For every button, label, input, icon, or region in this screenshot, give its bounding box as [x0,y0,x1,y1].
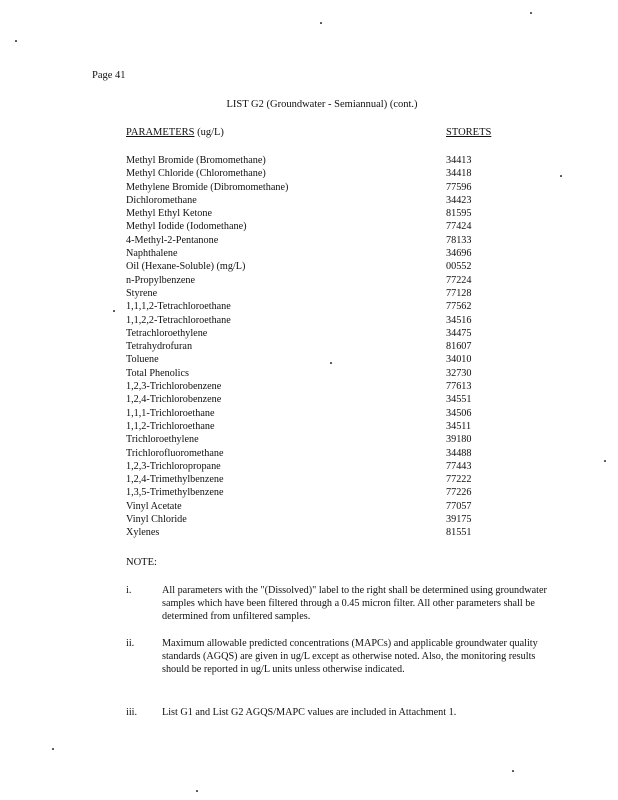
table-row [126,314,526,327]
storet-code: 77057 [446,500,472,512]
note-text: Maximum allowable predicted concentrations (MAPCs) and applicable groundwater quality standards (AGQS) are given in ug/L except as otherwise noted. Also, the monitoring results should be reported in ug/L units unless otherwise indicated. [162,638,538,676]
storet-code: 81551 [446,527,472,539]
table-row [126,513,526,526]
note-text: All parameters with the "(Dissolved)" label to the right shall be determined using groundwater samples which have been filtered through a 0.45 micron filter. All other parameters shall be determined from unfiltered samples. [162,585,547,623]
storet-code: 77424 [446,221,472,233]
parameter-name: 1,2,3-Trichlorobenzene [126,381,222,393]
parameter-name: Oil (Hexane-Soluble) (mg/L) [126,261,246,273]
parameter-name: n-Propylbenzene [126,274,196,286]
table-row [126,340,526,353]
table-row [126,486,526,499]
storet-code: 00552 [446,261,472,273]
parameter-name: 1,1,2,2-Tetrachloroethane [126,314,231,326]
table-row [126,460,526,473]
storet-code: 34516 [446,314,472,326]
storet-code: 34413 [446,155,472,166]
storet-code: 77613 [446,381,472,393]
scan-speck [113,310,115,312]
page-number: Page 41 [92,70,126,81]
table-row [126,207,526,220]
parameter-name: Tetrachloroethylene [126,327,208,339]
table-row [126,407,526,420]
parameters-header-units: (ug/L) [194,127,224,138]
storet-code: 77596 [446,181,472,193]
storet-code: 34696 [446,248,472,260]
storet-code: 34511 [446,420,472,432]
table-row [126,247,526,260]
storet-code: 34551 [446,394,472,406]
storet-code: 34418 [446,168,472,180]
table-row [126,500,526,513]
parameter-name: Methyl Ethyl Ketone [126,208,213,220]
table-row [126,167,526,180]
parameter-name: 1,3,5-Trimethylbenzene [126,487,224,499]
scan-speck [196,790,198,792]
storet-code: 34423 [446,194,472,206]
table-row [126,260,526,273]
storet-code: 77128 [446,287,472,299]
note-label: NOTE: [126,557,157,568]
storet-code: 34488 [446,447,472,459]
scan-speck [52,748,54,750]
scan-speck [15,40,17,42]
parameter-name: Xylenes [126,527,160,539]
parameter-name: Methyl Bromide (Bromomethane) [126,155,266,166]
table-row [126,393,526,406]
storet-code: 34506 [446,407,472,419]
parameter-name: 1,2,3-Trichloropropane [126,460,221,472]
parameter-name: 1,1,2-Trichloroethane [126,420,215,432]
parameter-name: Toluene [126,354,159,366]
parameter-name: Styrene [126,287,158,299]
table-row [126,274,526,287]
table-row [126,420,526,433]
table-row [126,194,526,207]
parameter-name: Methyl Iodide (Iodomethane) [126,221,247,233]
table-row [126,380,526,393]
storet-code: 34010 [446,354,472,366]
note-number: i. [126,585,132,596]
storet-code: 77222 [446,474,472,486]
parameter-name: Naphthalene [126,248,178,260]
parameter-name: 1,2,4-Trichlorobenzene [126,394,222,406]
note-number: ii. [126,638,135,649]
storets-header: STORETS [446,127,492,138]
table-row [126,433,526,446]
storet-code: 32730 [446,367,472,379]
parameter-name: Vinyl Acetate [126,500,182,512]
table-row [126,353,526,366]
storet-code: 81607 [446,341,472,353]
scan-speck [530,12,532,14]
parameter-name: Total Phenolics [126,367,189,379]
table-row [126,181,526,194]
scan-speck [330,362,332,364]
storet-code: 39175 [446,514,472,526]
table-row [126,473,526,486]
storet-code: 77226 [446,487,472,499]
parameter-name: Tetrahydrofuran [126,341,193,353]
parameter-name: Vinyl Chloride [126,514,187,526]
scan-speck [512,770,514,772]
scan-speck [320,22,322,24]
storet-code: 81595 [446,208,472,220]
list-title: LIST G2 (Groundwater - Semiannual) (cont.) [226,99,418,110]
parameter-name: Methyl Chloride (Chloromethane) [126,168,266,180]
parameter-name: Trichlorofluoromethane [126,447,224,459]
table-row [126,300,526,313]
parameter-name: Trichloroethylene [126,434,199,446]
table-row [126,234,526,247]
note-number: iii. [126,707,138,718]
table-row [126,220,526,233]
parameter-table [126,154,526,540]
table-row [126,327,526,340]
storet-code: 78133 [446,234,472,246]
parameter-name: 1,2,4-Trimethylbenzene [126,474,224,486]
scan-speck [560,175,562,177]
parameter-name: 1,1,1,2-Tetrachloroethane [126,301,231,313]
scan-speck [604,460,606,462]
parameters-header [126,127,224,138]
table-row [126,447,526,460]
storet-code: 77443 [446,460,472,472]
storet-code: 39180 [446,434,472,446]
table-row [126,287,526,300]
parameter-name: 1,1,1-Trichloroethane [126,407,215,419]
parameter-name: Dichloromethane [126,194,197,206]
parameters-header-label: PARAMETERS [126,127,195,138]
parameter-name: 4-Methyl-2-Pentanone [126,234,219,246]
parameter-name: Methylene Bromide (Dibromomethane) [126,181,289,193]
table-row [126,526,526,539]
table-row [126,367,526,380]
storet-code: 77562 [446,301,472,313]
note-text: List G1 and List G2 AGQS/MAPC values are included in Attachment 1. [162,707,457,718]
table-row [126,154,526,167]
storet-code: 34475 [446,327,472,339]
storet-code: 77224 [446,274,472,286]
